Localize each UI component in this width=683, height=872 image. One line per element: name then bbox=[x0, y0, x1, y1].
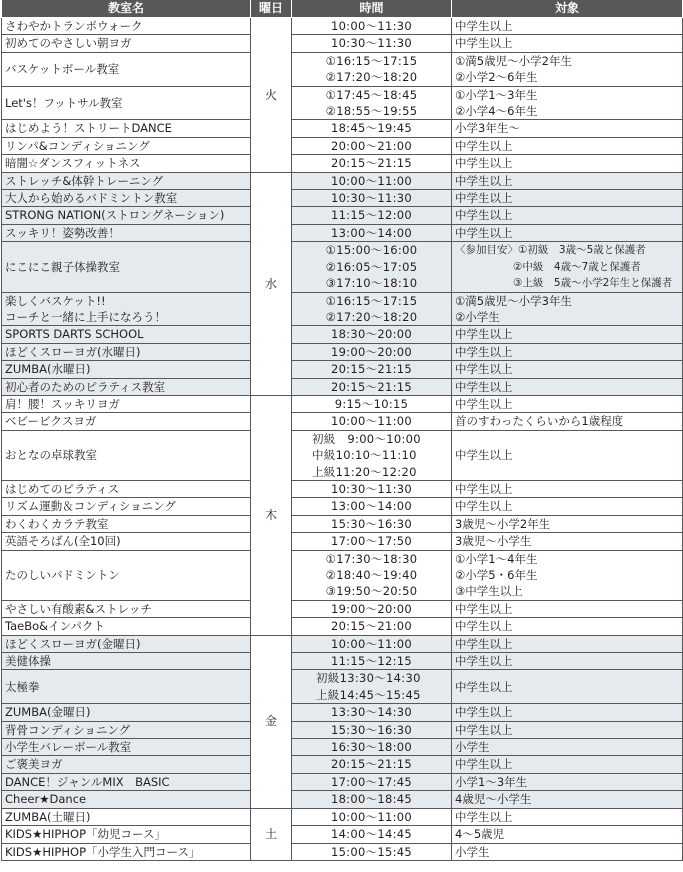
table-row bbox=[2, 190, 683, 207]
class-time: 18:45～19:45 bbox=[292, 120, 452, 137]
class-time: 10:00～11:00 bbox=[292, 413, 452, 430]
class-name: 背骨コンディショニング bbox=[2, 721, 251, 738]
day-friday: 金 bbox=[251, 635, 292, 808]
class-name: 初めてのやさしい朝ヨガ bbox=[2, 35, 251, 52]
class-time: 20:15～21:15 bbox=[292, 378, 452, 395]
table-row bbox=[2, 378, 683, 395]
class-target: 中学生以上 bbox=[452, 480, 683, 497]
class-name: ご褒美ヨガ bbox=[2, 756, 251, 773]
class-time: 10:30～11:30 bbox=[292, 480, 452, 497]
table-row bbox=[2, 343, 683, 360]
table-row bbox=[2, 826, 683, 843]
class-time: 17:00～17:45 bbox=[292, 773, 452, 790]
day-saturday: 土 bbox=[251, 808, 292, 860]
class-time: 13:00～14:00 bbox=[292, 498, 452, 515]
class-schedule-table bbox=[1, 0, 683, 861]
table-row bbox=[2, 480, 683, 497]
class-target: 中学生以上 bbox=[452, 35, 683, 52]
day-thursday: 木 bbox=[251, 395, 292, 635]
class-time: 20:00～21:00 bbox=[292, 137, 452, 154]
table-row bbox=[2, 498, 683, 515]
class-name: リズム運動＆コンディショニング bbox=[2, 498, 251, 515]
class-name: リンパ&コンディショニング bbox=[2, 137, 251, 154]
table-row bbox=[2, 773, 683, 790]
class-name: さわやかトランポウォーク bbox=[2, 18, 251, 35]
class-target: 中学生以上 bbox=[452, 172, 683, 189]
class-name: ベビービクスヨガ bbox=[2, 413, 251, 430]
class-target: 3歳児～小学生 bbox=[452, 533, 683, 550]
table-row bbox=[2, 704, 683, 721]
table-row bbox=[2, 843, 683, 860]
table-row bbox=[2, 808, 683, 825]
class-name: ストレッチ&体幹トレーニング bbox=[2, 172, 251, 189]
class-time: 18:00～18:45 bbox=[292, 791, 452, 808]
class-time: 11:15～12:00 bbox=[292, 207, 452, 224]
table-row bbox=[2, 361, 683, 378]
class-name: 初心者のためのピラティス教室 bbox=[2, 378, 251, 395]
table-row bbox=[2, 413, 683, 430]
class-target: 3歳児～小学2年生 bbox=[452, 515, 683, 532]
table-row bbox=[2, 120, 683, 137]
class-target: 小学生 bbox=[452, 739, 683, 756]
table-row bbox=[2, 739, 683, 756]
table-row bbox=[2, 515, 683, 532]
class-time: 10:30～11:30 bbox=[292, 190, 452, 207]
class-name: バスケットボール教室 bbox=[2, 52, 251, 86]
class-target: ①小学1～4年生 ②小学5・6年生 ③中学生以上 bbox=[452, 550, 683, 600]
table-row bbox=[2, 18, 683, 35]
class-name: 美健体操 bbox=[2, 653, 251, 670]
table-row bbox=[2, 635, 683, 652]
class-target: 中学生以上 bbox=[452, 721, 683, 738]
class-target: 中学生以上 bbox=[452, 137, 683, 154]
class-target: 首のすわったくらいから1歳程度 bbox=[452, 413, 683, 430]
table-row bbox=[2, 670, 683, 704]
table-row bbox=[2, 52, 683, 86]
day-wednesday: 水 bbox=[251, 172, 292, 395]
class-name: DANCE！ジャンルMIX BASIC bbox=[2, 773, 251, 790]
header-day: 曜日 bbox=[251, 0, 292, 18]
table-row bbox=[2, 35, 683, 52]
class-name: たのしいバドミントン bbox=[2, 550, 251, 600]
class-time: 10:00～11:00 bbox=[292, 172, 452, 189]
class-target: ①満5歳児～小学3年生 ②小学生 bbox=[452, 292, 683, 326]
class-target: 中学生以上 bbox=[452, 361, 683, 378]
class-target: 中学生以上 bbox=[452, 430, 683, 480]
class-target: ①満5歳児～小学2年生 ②小学2～6年生 bbox=[452, 52, 683, 86]
table-row bbox=[2, 292, 683, 326]
class-target: 4歳児～小学生 bbox=[452, 791, 683, 808]
header-time: 時間 bbox=[292, 0, 452, 18]
class-name: やさしい有酸素&ストレッチ bbox=[2, 600, 251, 617]
class-name: おとなの卓球教室 bbox=[2, 430, 251, 480]
class-target: 中学生以上 bbox=[452, 618, 683, 635]
class-time: 19:00～20:00 bbox=[292, 600, 452, 617]
class-name: ZUMBA(金曜日) bbox=[2, 704, 251, 721]
table-row bbox=[2, 207, 683, 224]
class-name: にこにこ親子体操教室 bbox=[2, 242, 251, 292]
class-target: ①小学1～3年生 ②小学4～6年生 bbox=[452, 86, 683, 120]
class-time: 16:30～18:00 bbox=[292, 739, 452, 756]
class-target: 中学生以上 bbox=[452, 600, 683, 617]
table-row bbox=[2, 137, 683, 154]
header-class-name: 教室名 bbox=[2, 0, 251, 18]
table-row bbox=[2, 224, 683, 241]
class-time: 13:00～14:00 bbox=[292, 224, 452, 241]
class-time: ①17:45～18:45 ②18:55～19:55 bbox=[292, 86, 452, 120]
class-time: 20:15～21:15 bbox=[292, 756, 452, 773]
class-target: 4～5歳児 bbox=[452, 826, 683, 843]
class-target: 中学生以上 bbox=[452, 155, 683, 172]
class-target: 中学生以上 bbox=[452, 498, 683, 515]
table-row bbox=[2, 721, 683, 738]
class-target: 中学生以上 bbox=[452, 224, 683, 241]
class-time: 18:30～20:00 bbox=[292, 326, 452, 343]
class-name: KIDS★HIPHOP「小学生入門コース」 bbox=[2, 843, 251, 860]
class-time: 10:00～11:00 bbox=[292, 808, 452, 825]
class-name: はじめてのピラティス bbox=[2, 480, 251, 497]
class-target: 中学生以上 bbox=[452, 653, 683, 670]
class-target: 中学生以上 bbox=[452, 756, 683, 773]
class-time: 初級13:30～14:30 上級14:45～15:45 bbox=[292, 670, 452, 704]
table-row bbox=[2, 155, 683, 172]
table-row bbox=[2, 550, 683, 600]
class-name: Let's！フットサル教室 bbox=[2, 86, 251, 120]
class-name: 暗闇☆ダンスフィットネス bbox=[2, 155, 251, 172]
class-name: スッキリ！姿勢改善！ bbox=[2, 224, 251, 241]
class-time: ①15:00～16:00 ②16:05～17:05 ③17:10～18:10 bbox=[292, 242, 452, 292]
class-time: ①17:30～18:30 ②18:40～19:40 ③19:50～20:50 bbox=[292, 550, 452, 600]
class-target: 中学生以上 bbox=[452, 326, 683, 343]
class-name: 太極拳 bbox=[2, 670, 251, 704]
class-time: 20:15～21:00 bbox=[292, 618, 452, 635]
class-time: 15:30～16:30 bbox=[292, 515, 452, 532]
class-time: 10:00～11:30 bbox=[292, 18, 452, 35]
class-target: 小学生 bbox=[452, 843, 683, 860]
table-row bbox=[2, 756, 683, 773]
class-time: ①16:15～17:15 ②17:20～18:20 bbox=[292, 292, 452, 326]
class-time: ①16:15～17:15 ②17:20～18:20 bbox=[292, 52, 452, 86]
class-name: Cheer★Dance bbox=[2, 791, 251, 808]
day-tuesday: 火 bbox=[251, 18, 292, 173]
table-row bbox=[2, 172, 683, 189]
class-name: 楽しくバスケット!! コーチと一緒に上手になろう！ bbox=[2, 292, 251, 326]
class-target: 小学3年生～ bbox=[452, 120, 683, 137]
class-name: ほどくスローヨガ(金曜日) bbox=[2, 635, 251, 652]
class-name: KIDS★HIPHOP「幼児コース」 bbox=[2, 826, 251, 843]
class-target: 中学生以上 bbox=[452, 343, 683, 360]
table-row bbox=[2, 395, 683, 412]
class-name: 小学生バレーボール教室 bbox=[2, 739, 251, 756]
class-name: ZUMBA(水曜日) bbox=[2, 361, 251, 378]
table-row bbox=[2, 600, 683, 617]
class-target: 中学生以上 bbox=[452, 670, 683, 704]
class-name: ZUMBA(土曜日) bbox=[2, 808, 251, 825]
class-time: 15:00～15:45 bbox=[292, 843, 452, 860]
class-time: 15:30～16:30 bbox=[292, 721, 452, 738]
class-time: 9:15～10:15 bbox=[292, 395, 452, 412]
class-name: 肩！腰！スッキリヨガ bbox=[2, 395, 251, 412]
class-name: STRONG NATION(ストロングネーション) bbox=[2, 207, 251, 224]
class-target: 中学生以上 bbox=[452, 378, 683, 395]
class-time: 11:15～12:15 bbox=[292, 653, 452, 670]
header-target: 対象 bbox=[452, 0, 683, 18]
class-target: 小学1～3年生 bbox=[452, 773, 683, 790]
table-row bbox=[2, 326, 683, 343]
class-time: 初級 9:00～10:00 中級10:10～11:10 上級11:20～12:20 bbox=[292, 430, 452, 480]
class-time: 14:00～14:45 bbox=[292, 826, 452, 843]
class-target: 中学生以上 bbox=[452, 704, 683, 721]
class-time: 17:00～17:50 bbox=[292, 533, 452, 550]
class-name: 英語そろばん(全10回) bbox=[2, 533, 251, 550]
class-target: 中学生以上 bbox=[452, 395, 683, 412]
class-target: 〈参加目安〉①初級 3歳～5歳と保護者 ②中級 4歳～7歳と保護者 ③上級 5歳～小学2年生と保護者 bbox=[452, 242, 683, 292]
table-row bbox=[2, 533, 683, 550]
class-time: 13:30～14:30 bbox=[292, 704, 452, 721]
class-name: 大人から始めるバドミントン教室 bbox=[2, 190, 251, 207]
class-time: 20:15～21:15 bbox=[292, 361, 452, 378]
class-time: 10:00～11:00 bbox=[292, 635, 452, 652]
class-name: ほどくスローヨガ(水曜日) bbox=[2, 343, 251, 360]
class-name: TaeBo&インパクト bbox=[2, 618, 251, 635]
class-name: はじめよう！ストリートDANCE bbox=[2, 120, 251, 137]
class-target: 中学生以上 bbox=[452, 635, 683, 652]
table-row bbox=[2, 653, 683, 670]
class-target: 中学生以上 bbox=[452, 808, 683, 825]
table-row bbox=[2, 242, 683, 292]
table-row bbox=[2, 791, 683, 808]
header-row bbox=[2, 0, 683, 18]
table-row bbox=[2, 618, 683, 635]
class-name: わくわくカラテ教室 bbox=[2, 515, 251, 532]
class-time: 10:30～11:30 bbox=[292, 35, 452, 52]
class-time: 19:00～20:00 bbox=[292, 343, 452, 360]
class-target: 中学生以上 bbox=[452, 18, 683, 35]
class-target: 中学生以上 bbox=[452, 190, 683, 207]
class-name: SPORTS DARTS SCHOOL bbox=[2, 326, 251, 343]
class-target: 中学生以上 bbox=[452, 207, 683, 224]
class-time: 20:15～21:15 bbox=[292, 155, 452, 172]
table-row bbox=[2, 430, 683, 480]
table-row bbox=[2, 86, 683, 120]
